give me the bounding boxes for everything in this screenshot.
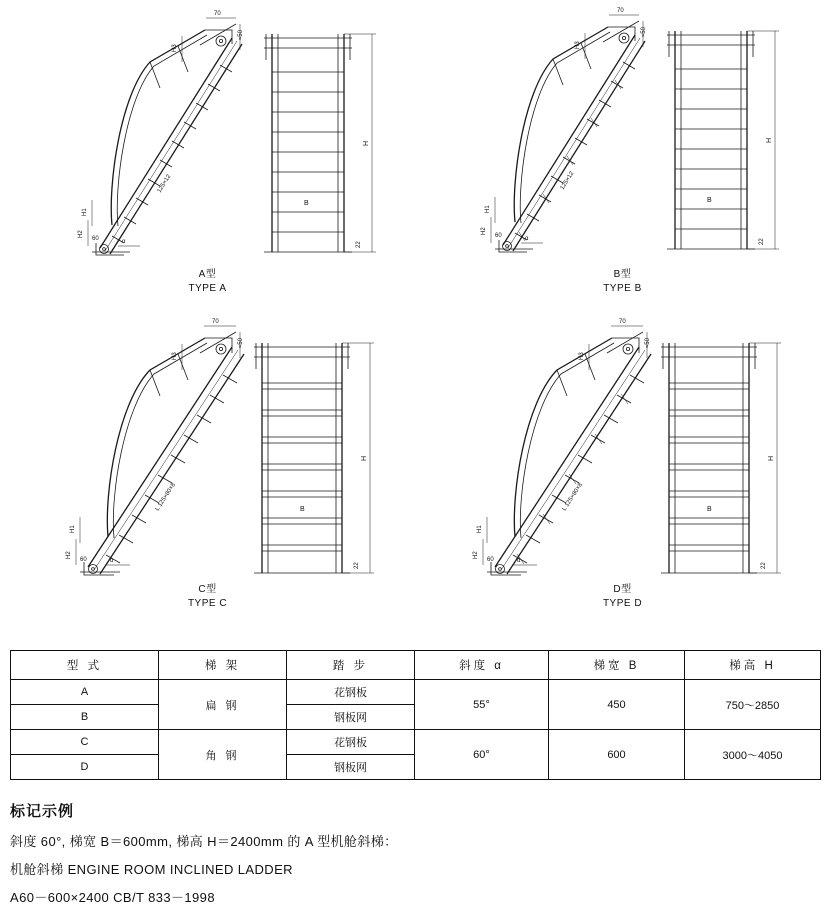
cell-type-c: C	[11, 730, 159, 755]
svg-text:22: 22	[761, 562, 767, 569]
spec-table-wrapper	[10, 650, 820, 780]
svg-text:B: B	[707, 197, 712, 204]
figure-a-canvas	[0, 0, 415, 270]
figure-d-caption-cn: D型	[613, 584, 632, 595]
figure-c-canvas	[0, 315, 415, 585]
cell-tread-b: 钢板网	[287, 705, 415, 730]
svg-text:B: B	[304, 200, 309, 207]
table-row	[11, 680, 821, 705]
figure-b-drawing	[415, 0, 830, 270]
cell-tread-d: 钢板网	[287, 755, 415, 780]
svg-text:≈50: ≈50	[238, 30, 244, 40]
marking-example-line-2: 机舱斜梯 ENGINE ROOM INCLINED LADDER	[10, 862, 293, 877]
svg-text:H1: H1	[82, 208, 88, 216]
svg-text:H2: H2	[473, 551, 479, 559]
svg-text:60: 60	[495, 233, 502, 239]
svg-text:α: α	[110, 558, 114, 564]
header-width: 梯宽 B	[549, 651, 685, 680]
svg-text:H: H	[361, 455, 368, 461]
figure-d-drawing	[415, 315, 830, 585]
cell-type-d: D	[11, 755, 159, 780]
figure-c-caption	[0, 583, 415, 611]
svg-text:B: B	[300, 506, 305, 513]
figure-d-canvas	[415, 315, 830, 585]
figure-c-caption-en: TYPE C	[187, 598, 228, 609]
figure-type-c	[0, 315, 415, 630]
cell-tread-c: 花钢板	[287, 730, 415, 755]
svg-text:125×12: 125×12	[156, 173, 173, 195]
cell-frame-ab: 扁 钢	[159, 680, 287, 730]
header-angle: 斜度 α	[415, 651, 549, 680]
svg-text:70: 70	[214, 11, 221, 17]
svg-text:H1: H1	[485, 205, 491, 213]
svg-text:H: H	[363, 140, 370, 146]
table-row	[11, 730, 821, 755]
cell-angle-cd: 60°	[415, 730, 549, 780]
figure-a-drawing	[0, 0, 415, 270]
marking-example-title: 标记示例	[10, 803, 75, 820]
cell-height-cd: 3000～4050	[685, 730, 821, 780]
spec-table	[10, 650, 821, 780]
figure-d-caption-en: TYPE D	[602, 598, 643, 609]
figure-d-caption	[415, 583, 830, 611]
svg-text:α: α	[525, 236, 529, 242]
svg-text:H3: H3	[579, 352, 585, 360]
svg-text:60: 60	[80, 557, 87, 563]
cell-type-a: A	[11, 680, 159, 705]
svg-text:22: 22	[759, 238, 765, 245]
svg-text:60: 60	[92, 236, 99, 242]
figure-b-caption-cn: B型	[613, 269, 632, 280]
svg-text:60: 60	[487, 557, 494, 563]
svg-text:≈50: ≈50	[645, 338, 651, 348]
svg-text:70: 70	[617, 8, 624, 14]
svg-text:B: B	[707, 506, 712, 513]
svg-text:70: 70	[619, 319, 626, 325]
figure-c-drawing	[0, 315, 415, 585]
marking-example-line-1: 斜度 60°, 梯宽 B＝600mm, 梯高 H＝2400mm 的 A 型机舱斜梯：	[10, 834, 398, 849]
cell-frame-cd: 角 钢	[159, 730, 287, 780]
header-tread: 踏 步	[287, 651, 415, 680]
svg-text:α: α	[122, 239, 126, 245]
cell-type-b: B	[11, 705, 159, 730]
header-height: 梯高 H	[685, 651, 821, 680]
svg-text:22: 22	[354, 562, 360, 569]
svg-text:22: 22	[356, 241, 362, 248]
svg-text:H: H	[768, 455, 775, 461]
svg-text:H2: H2	[78, 230, 84, 238]
svg-text:α: α	[517, 558, 521, 564]
svg-text:70: 70	[212, 319, 219, 325]
marking-example-section	[10, 800, 820, 915]
header-type: 型 式	[11, 651, 159, 680]
svg-text:H2: H2	[66, 551, 72, 559]
svg-text:L 125×80×8: L 125×80×8	[561, 482, 585, 513]
figure-a-caption-en: TYPE A	[188, 283, 227, 294]
figure-c-caption-cn: C型	[198, 584, 217, 595]
svg-text:H: H	[766, 137, 773, 143]
figure-type-b	[415, 0, 830, 315]
figure-type-a	[0, 0, 415, 315]
svg-text:≈50: ≈50	[641, 27, 647, 37]
cell-angle-ab: 55°	[415, 680, 549, 730]
svg-text:H3: H3	[172, 352, 178, 360]
figure-type-d	[415, 315, 830, 630]
figure-b-caption	[415, 268, 830, 296]
svg-text:H1: H1	[70, 525, 76, 533]
figure-b-caption-en: TYPE B	[603, 283, 642, 294]
svg-text:L 125×80×8: L 125×80×8	[154, 482, 178, 513]
header-frame: 梯 架	[159, 651, 287, 680]
table-header-row	[11, 651, 821, 680]
svg-text:125×12: 125×12	[559, 170, 576, 192]
svg-text:H1: H1	[477, 525, 483, 533]
svg-text:H3: H3	[575, 41, 581, 49]
figure-a-caption-cn: A型	[198, 269, 217, 280]
figure-a-caption	[0, 268, 415, 296]
marking-example-line-3: A60－600×2400 CB/T 833－1998	[10, 890, 215, 905]
svg-text:≈50: ≈50	[238, 338, 244, 348]
cell-width-cd: 600	[549, 730, 685, 780]
svg-text:H2: H2	[481, 227, 487, 235]
figure-b-canvas	[415, 0, 830, 270]
svg-text:H3: H3	[172, 44, 178, 52]
cell-height-ab: 750～2850	[685, 680, 821, 730]
cell-width-ab: 450	[549, 680, 685, 730]
cell-tread-a: 花钢板	[287, 680, 415, 705]
